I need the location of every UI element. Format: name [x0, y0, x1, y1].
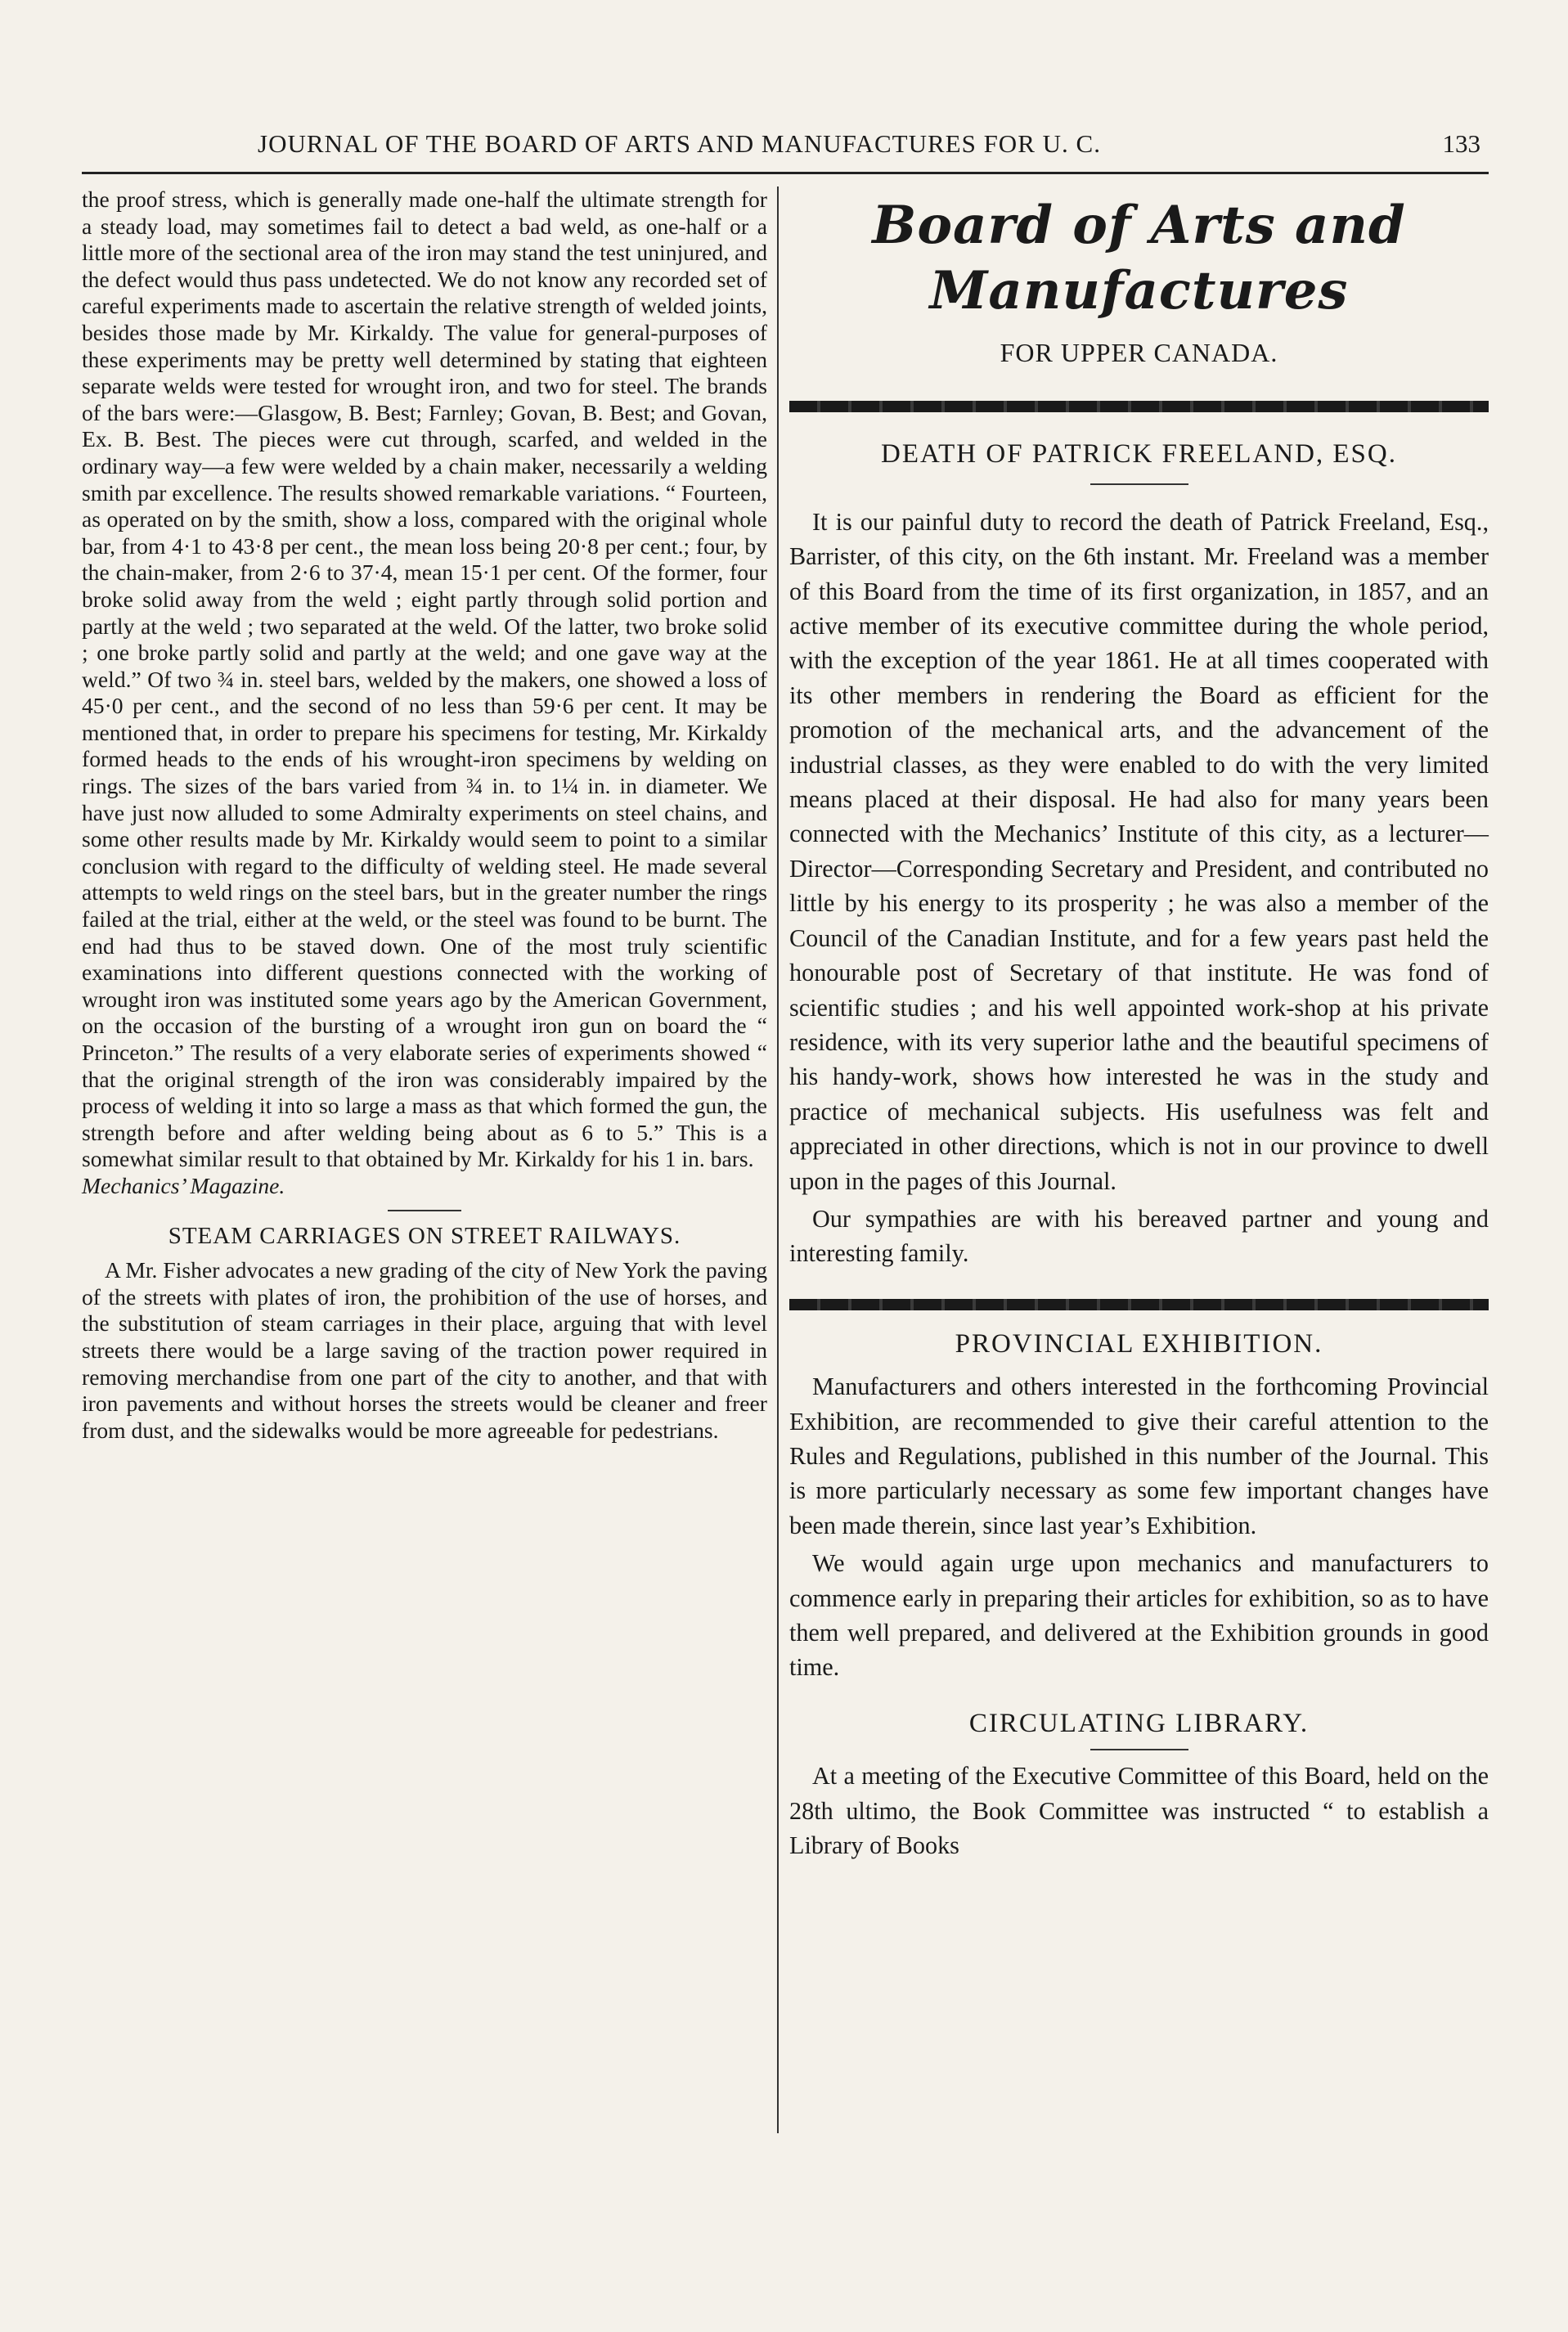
section-divider — [1090, 483, 1188, 485]
running-title: JOURNAL OF THE BOARD OF ARTS AND MANUFACTURES FOR U. C. — [258, 129, 1101, 158]
right-column — [789, 186, 1489, 1866]
masthead-subtitle: FOR UPPER CANADA. — [1000, 338, 1278, 367]
body-paragraph: the proof stress, which is generally made one-half the ultimate strength for a steady load, may sometimes fail to detect a bad weld, as one-half or a little more of the sectional area of the iron may stand the test uninjured, and the defect would thus pass undetected. We do not know any recorded set of careful experiments made to ascertain the relative strength of welded joints, besides those made by Mr. Kirkaldy. The value for general-purposes of these experiments may be pretty well determined by stating that eighteen separate welds were tested for wrought iron, and two for steel. The brands of the bars were:—Glasgow, B. Best; Farnley; Govan, B. Best; and Govan, Ex. B. Best. The pieces were cut through, scarfed, and welded in the ordinary way—a few were welded by a chain maker, necessarily a welding smith par excellence. The results showed remarkable variations. “ Fourteen, as operated on by the smith, show a loss, compared with the original whole bar, from 4·1 to 43·8 per cent., the mean loss being 20·8 per cent.; four, by the chain-maker, from 2·6 to 37·4, mean 15·1 per cent. Of the former, four broke solid away from the weld ; eight partly through solid portion and partly at the weld ; two separated at the weld. Of the latter, two broke solid ; one broke partly solid and partly at the weld; and one gave way at the weld.” Of two ¾ in. steel bars, welded by the makers, one showed a loss of 45·0 per cent., and the second of no less than 59·6 per cent. It may be mentioned that, in order to prepare his specimens for testing, Mr. Kirkaldy formed heads to the ends of his wrought-iron specimens by welding on rings. The sizes of the bars varied from ¾ in. to 1¼ in. in diameter. We have just now alluded to some Admiralty experiments on steel chains, and some other results made by Mr. Kirkaldy would seem to point to a similar conclusion with regard to the difficulty of welding steel. He made several attempts to weld rings on the steel bars, but in the greater number the rings failed at the trial, either at the weld, or the steel was found to be burnt. The end had thus to be staved down. One of the most truly scientific examinations into different questions connected with the working of wrought iron was instituted some years ago by the American Government, on the occasion of the bursting of a wrought iron gun on board the “ Princeton.” The results of a very elaborate series of experiments showed “ that the original strength of the iron was considerably impaired by the process of welding it into so large a mass as that which formed the gun, the strength before and after welding being about as 6 to 5.” This is a somewhat similar result to that obtained by Mr. Kirkaldy for his 1 in. bars. — [82, 186, 767, 1172]
running-head — [82, 123, 1489, 174]
heavy-divider — [789, 401, 1489, 412]
masthead-title: Board of Arts and Manufactures — [872, 195, 1406, 321]
section-heading-death-notice: DEATH OF PATRICK FREELAND, ESQ. — [880, 439, 1397, 470]
body-paragraph: Manufacturers and others interested in the forthcoming Provincial Exhibition, are recommended to give their careful attention to the Rules and Regulations, published in this number of the Journal. This is more particularly necessary as some few important changes have been made therein, since last year’s Exhibition. — [789, 1373, 1489, 1539]
left-column — [82, 186, 767, 1444]
heavy-divider — [789, 1299, 1489, 1310]
spacer — [789, 1688, 1489, 1706]
column-rule — [777, 186, 779, 2133]
body-paragraph: It is our painful duty to record the death of Patrick Freeland, Esq., Barrister, of this city, on the 6th instant. Mr. Freeland was a member of this Board from the time of its first organization, in 1857, and an active member of its executive committee during the whole period, with the exception of the year 1861. He at all times cooperated with its other members in rendering the Board as efficient for the promotion of the mechanical arts, and the advancement of the industrial classes, as they were enabled to do with the very limited means placed at their disposal. He had also for many years been connected with the Mechanics’ Institute of this city, as a lecturer—Director—Corresponding Secretary and President, and contributed no little by his energy to its prosperity ; he was also a member of the Council of the Canadian Institute, and for a few years past held the honourable post of Secretary of that institute. He was fond of scientific studies ; and his well appointed work-shop at his private residence, with its very superior lathe and the beautiful specimens of his handy-work, shows how interested he was in the study and practice of mechanical subjects. His usefulness was felt and appreciated in other directions, which is not in our province to dwell upon in the pages of this Journal. — [789, 507, 1489, 1195]
section-heading-steam-carriages: STEAM CARRIAGES ON STREET RAILWAYS. — [168, 1222, 681, 1249]
body-paragraph: Our sympathies are with his bereaved partner and young and interesting family. — [789, 1204, 1489, 1268]
section-divider — [388, 1210, 461, 1211]
page-number: 133 — [1442, 129, 1480, 158]
section-heading-provincial-exhibition: PROVINCIAL EXHIBITION. — [955, 1328, 1323, 1359]
section-divider — [1090, 1749, 1188, 1750]
body-paragraph: At a meeting of the Executive Committee of this Board, held on the 28th ultimo, the Book Committee was instructed “ to establish a Library of Books — [789, 1762, 1489, 1860]
body-paragraph: A Mr. Fisher advocates a new grading of the city of New York the paving of the streets with plates of iron, the prohibition of the use of horses, and the substitution of steam carriages in their place, arguing that with level streets there would be a large saving of the traction power required in removing merchandise from one part of the city to another, and that with iron pavements and without horses the streets would be cleaner and freer from dust, and the sidewalks would be more agreeable for pedestrians. — [82, 1257, 767, 1443]
section-heading-circulating-library: CIRCULATING LIBRARY. — [968, 1708, 1310, 1738]
source-credit: Mechanics’ Magazine. — [82, 1172, 285, 1198]
body-paragraph: We would again urge upon mechanics and manufacturers to commence early in preparing their articles for exhibition, so as to have them well prepared, and delivered at the Exhibition grounds in good time. — [789, 1549, 1489, 1682]
